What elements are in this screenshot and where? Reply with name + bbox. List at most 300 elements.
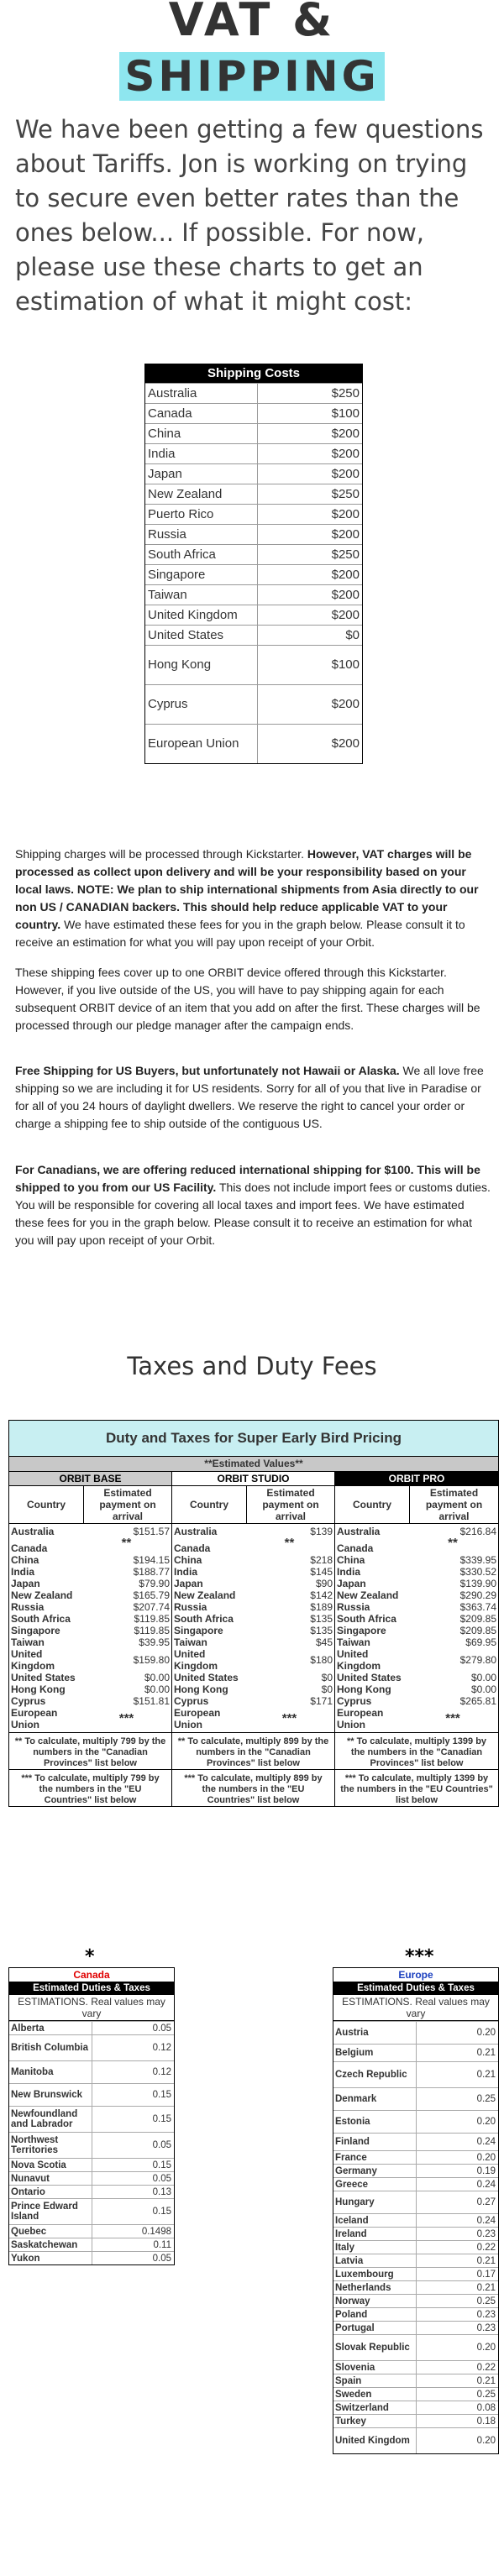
canada-region-name: Yukon (9, 2252, 92, 2264)
europe-region-name: Hungary (333, 2191, 417, 2213)
duty-row (172, 1578, 334, 1589)
europe-rate: 0.20 (476, 2117, 496, 2127)
duty-row (9, 1613, 171, 1625)
shipping-country: Cyprus (145, 685, 258, 724)
europe-rate: 0.20 (476, 2343, 496, 2353)
duty-row (9, 1537, 171, 1554)
europe-region-name: Latvia (333, 2254, 417, 2267)
canada-rate: 0.15 (152, 2114, 171, 2124)
duty-taxes-table (8, 1420, 499, 1807)
para4-text-bold: For Canadians, we are offering reduced international shipping for $100. This will be shipped to you from our US Facility. (15, 1163, 480, 1194)
duty-country: Russia (337, 1601, 370, 1613)
shipping-country: New Zealand (145, 484, 258, 504)
duty-country: New Zealand (337, 1589, 399, 1601)
duty-row (335, 1578, 498, 1589)
para4-text: This does not include import fees or customs duties. You will be responsible for covering all local taxes and import fees. We have estimated these fees for you in the graph below. Please consult it to receive an estimation for what you will pay upon receipt of your Orbit. (15, 1181, 491, 1247)
duty-row (172, 1601, 334, 1613)
canada-rate: 0.05 (152, 2023, 171, 2034)
duty-country: European Union (11, 1707, 58, 1730)
duty-country: Singapore (337, 1625, 386, 1636)
europe-region-name: Norway (333, 2295, 417, 2307)
duty-country: United States (174, 1672, 239, 1683)
canada-region-name: Alberta (9, 2022, 92, 2034)
shipping-country: Russia (145, 525, 258, 544)
duty-country: Japan (174, 1578, 203, 1589)
duty-row (172, 1625, 334, 1636)
europe-table-row (333, 2044, 498, 2061)
europe-rate: 0.21 (476, 2070, 496, 2080)
shipping-table-row (145, 625, 362, 645)
shipping-cost: $0 (345, 628, 360, 642)
duty-row (9, 1648, 171, 1672)
duty-value: $265.81 (459, 1695, 496, 1707)
canada-rate: 0.12 (152, 2043, 171, 2053)
shipping-cost: $200 (331, 527, 360, 542)
europe-table-row (333, 2227, 498, 2240)
duty-country: Singapore (11, 1625, 60, 1636)
duty-value: $0.00 (144, 1672, 170, 1683)
duty-country: New Zealand (11, 1589, 73, 1601)
canada-table-row (9, 2132, 174, 2158)
canada-rate: 0.05 (152, 2140, 171, 2150)
duty-row (335, 1625, 498, 1636)
shipping-table-row (145, 463, 362, 484)
duty-value: ** (284, 1536, 295, 1550)
product-column-studio (172, 1472, 335, 1806)
page-title-line1: VAT & (168, 0, 336, 46)
duty-value: $339.95 (459, 1554, 496, 1566)
shipping-table-row (145, 605, 362, 625)
duty-row (335, 1537, 498, 1554)
shipping-country: United Kingdom (145, 605, 258, 625)
duty-row (9, 1566, 171, 1578)
duty-country: European Union (174, 1707, 221, 1730)
duty-country: Japan (11, 1578, 40, 1589)
europe-rate: 0.25 (476, 2094, 496, 2104)
europe-region-name: Finland (333, 2134, 417, 2150)
duty-row (9, 1683, 171, 1695)
canada-star-marker: * (85, 1946, 95, 1967)
duty-value: $189 (310, 1601, 333, 1613)
duty-country: South Africa (337, 1613, 396, 1625)
europe-rate: 0.21 (476, 2255, 496, 2266)
duty-country: Cyprus (11, 1695, 46, 1707)
shipping-cost: $200 (331, 427, 360, 441)
duty-value: *** (445, 1711, 460, 1725)
country-column-header: Country (172, 1486, 247, 1523)
shipping-country: Australia (145, 384, 258, 403)
duty-country: China (174, 1554, 202, 1566)
europe-region-name: Czech Republic (333, 2062, 417, 2087)
canada-rate: 0.05 (152, 2173, 171, 2184)
europe-region-name: Luxembourg (333, 2268, 417, 2280)
duty-value: $363.74 (459, 1601, 496, 1613)
shipping-cost: $200 (331, 467, 360, 481)
duty-country: Australia (11, 1526, 55, 1537)
canada-region-name: Manitoba (9, 2061, 92, 2083)
europe-rate: 0.20 (476, 2436, 496, 2446)
canada-table-row (9, 2224, 174, 2238)
shipping-table-row (145, 524, 362, 544)
duty-value: $209.85 (459, 1613, 496, 1625)
shipping-cost: $200 (331, 507, 360, 521)
duty-row (335, 1695, 498, 1707)
duty-row (335, 1707, 498, 1730)
europe-rate: 0.19 (476, 2165, 496, 2176)
duty-row (335, 1566, 498, 1578)
duty-country: United Kingdom (11, 1648, 55, 1672)
europe-table-note: ESTIMATIONS. Real values may vary (333, 1995, 498, 2021)
duty-country: India (337, 1566, 361, 1578)
shipping-table-row (145, 724, 362, 763)
duty-value: ** (121, 1536, 132, 1550)
duty-row (172, 1554, 334, 1566)
payment-column-header: Estimated payment on arrival (99, 1487, 156, 1522)
europe-region-name: Austria (333, 2022, 417, 2044)
duty-country: United States (11, 1672, 76, 1683)
shipping-table-row (145, 403, 362, 423)
europe-region-name: Germany (333, 2165, 417, 2177)
europe-table-row (333, 2150, 498, 2164)
duty-row (172, 1648, 334, 1672)
duty-value: $142 (310, 1589, 333, 1601)
europe-rate: 0.24 (476, 2179, 496, 2190)
canada-rate: 0.15 (152, 2207, 171, 2217)
canada-rate: 0.15 (152, 2090, 171, 2100)
duty-row (335, 1589, 498, 1601)
europe-rate: 0.21 (476, 2048, 496, 2058)
payment-column-header: Estimated payment on arrival (425, 1487, 483, 1522)
shipping-cost: $100 (331, 406, 360, 421)
shipping-country: Canada (145, 404, 258, 423)
duty-value: $0 (321, 1683, 333, 1695)
canada-region-name: Northwest Territories (9, 2133, 92, 2158)
europe-region-name: Estonia (333, 2111, 417, 2133)
shipping-country: India (145, 444, 258, 463)
europe-rate: 0.22 (476, 2362, 496, 2373)
duty-value: $119.85 (134, 1625, 170, 1636)
para3-text-bold: Free Shipping for US Buyers, but unfortunately not Hawaii or Alaska. (15, 1064, 400, 1077)
canada-region-name: Nunavut (9, 2172, 92, 2185)
shipping-country: United States (145, 626, 258, 645)
europe-table-row (333, 2191, 498, 2213)
europe-table-row (333, 2213, 498, 2227)
europe-region-name: Sweden (333, 2388, 417, 2401)
europe-star-marker: *** (405, 1946, 434, 1967)
duty-value: $218 (310, 1554, 333, 1566)
canada-rate: 0.11 (153, 2239, 171, 2250)
shipping-table-row (145, 584, 362, 605)
duty-value: $139.90 (459, 1578, 496, 1589)
shipping-table-row (145, 564, 362, 584)
duty-value: $69.95 (465, 1636, 496, 1648)
duty-row (335, 1648, 498, 1672)
canada-region-name: Prince Edward Island (9, 2199, 92, 2224)
duty-row (9, 1695, 171, 1707)
shipping-cost: $200 (331, 697, 360, 711)
duty-country: India (174, 1566, 198, 1578)
europe-region-name: United Kingdom (333, 2428, 417, 2453)
duty-value: $194.15 (133, 1554, 170, 1566)
shipping-table-title: Shipping Costs (145, 364, 362, 383)
canada-region-name: Quebec (9, 2225, 92, 2238)
europe-table-row (333, 2110, 498, 2133)
duty-value: $135 (310, 1613, 333, 1625)
duty-value: $39.95 (139, 1636, 170, 1648)
duty-value: $290.29 (459, 1589, 496, 1601)
duty-row (335, 1636, 498, 1648)
payment-column-header: Estimated payment on arrival (262, 1487, 319, 1522)
europe-region-name: Iceland (333, 2214, 417, 2227)
shipping-table-row (145, 544, 362, 564)
canada-table-row (9, 2251, 174, 2264)
para1-text-a: Shipping charges will be processed through Kickstarter. (15, 847, 307, 861)
europe-table-row (333, 2321, 498, 2334)
duty-row (9, 1554, 171, 1566)
duty-country: European Union (337, 1707, 384, 1730)
duty-country: Russia (11, 1601, 45, 1613)
duty-row (335, 1554, 498, 1566)
canada-table-row (9, 2171, 174, 2185)
duty-country: Canada (11, 1542, 48, 1554)
europe-rate: 0.23 (476, 2309, 496, 2320)
duty-row (9, 1672, 171, 1683)
duty-country: United States (337, 1672, 402, 1683)
para1-text-c: We have estimated these fees for you in the graph below. Please consult it to receive an estimation for what you will pay upon receipt of your Orbit. (15, 918, 465, 949)
canada-table-row (9, 2060, 174, 2083)
duty-value: $0.00 (470, 1672, 496, 1683)
shipping-table-row (145, 423, 362, 443)
europe-table-header: Estimated Duties & Taxes (333, 1982, 498, 1995)
duty-country: China (11, 1554, 39, 1566)
calc-note-canada: ** To calculate, multiply 799 by the numbers in the "Canadian Provinces" list below (9, 1732, 171, 1769)
duty-row (335, 1526, 498, 1537)
canada-table-row (9, 2034, 174, 2060)
page-title-line2: SHIPPING (119, 52, 384, 101)
duty-country: Cyprus (174, 1695, 209, 1707)
duty-country: Russia (174, 1601, 207, 1613)
shipping-costs-table (144, 364, 363, 764)
duty-value: $45 (315, 1636, 333, 1648)
duty-row (335, 1683, 498, 1695)
duty-country: Taiwan (337, 1636, 370, 1648)
europe-region-name: Switzerland (333, 2401, 417, 2414)
canada-rate: 0.12 (152, 2067, 171, 2077)
shipping-cost: $100 (331, 657, 360, 672)
canada-table-row (9, 2083, 174, 2106)
canada-rate: 0.05 (152, 2253, 171, 2264)
europe-rate: 0.25 (476, 2296, 496, 2306)
canada-duties-table (8, 1967, 175, 2265)
shipping-country: Puerto Rico (145, 505, 258, 524)
calc-note-eu: *** To calculate, multiply 799 by the numbers in the "EU Countries" list below (9, 1769, 171, 1806)
duty-row (9, 1601, 171, 1613)
page-title-line2-wrap (0, 52, 504, 101)
duty-country: Canada (174, 1542, 211, 1554)
europe-table-row (333, 2374, 498, 2387)
duty-value: *** (281, 1711, 297, 1725)
europe-table-row (333, 2307, 498, 2321)
duty-country: Hong Kong (337, 1683, 391, 1695)
europe-rate: 0.24 (476, 2137, 496, 2147)
duty-value: $171 (310, 1695, 333, 1707)
duty-row (335, 1601, 498, 1613)
duty-value: $180 (310, 1654, 333, 1666)
product-column-pro (335, 1472, 498, 1806)
canada-region-name: Nova Scotia (9, 2159, 92, 2171)
canada-table-row (9, 2021, 174, 2034)
europe-region-name: Belgium (333, 2045, 417, 2061)
europe-table-row (333, 2360, 498, 2374)
shipping-fees-paragraph: These shipping fees cover up to one ORBIT device offered through this Kickstarter. However, if you live outside of the US, you will have to pay shipping again for each subsequent ORBIT device of an item that you add on after the first. These charges will be processed through our pledge manager after the campaign ends. (15, 966, 480, 1032)
canada-table-note: ESTIMATIONS. Real values may vary (9, 1995, 174, 2021)
duty-country: United Kingdom (174, 1648, 218, 1672)
duty-row (9, 1707, 171, 1730)
shipping-country: Singapore (145, 565, 258, 584)
estimated-values-label: **Estimated Values** (9, 1457, 498, 1472)
duty-row (172, 1613, 334, 1625)
taxes-duty-heading: Taxes and Duty Fees (127, 1352, 377, 1380)
duty-country: Hong Kong (11, 1683, 66, 1695)
europe-table-row (333, 2240, 498, 2254)
duty-row (9, 1625, 171, 1636)
shipping-table-row (145, 645, 362, 684)
canada-region-name: New Brunswick (9, 2084, 92, 2106)
europe-table-row (333, 2087, 498, 2110)
canada-rate: 0.13 (152, 2186, 171, 2197)
shipping-cost: $200 (331, 736, 360, 751)
shipping-table-row (145, 383, 362, 403)
duty-value: *** (118, 1711, 134, 1725)
europe-table-row (333, 2254, 498, 2267)
duty-country: Singapore (174, 1625, 223, 1636)
canada-table-title: Canada (73, 1969, 110, 1981)
europe-rate: 0.23 (476, 2228, 496, 2239)
duty-row (9, 1526, 171, 1537)
canada-table-row (9, 2198, 174, 2224)
europe-region-name: Slovenia (333, 2361, 417, 2374)
intro-text: We have been getting a few questions about Tariffs. Jon is working on trying to secure even better rates than the ones below... If possible. For now, please use these charts to get an estimation of what it might cost: (15, 115, 484, 316)
duty-row (172, 1589, 334, 1601)
duty-row (172, 1526, 334, 1537)
duty-value: $119.85 (134, 1613, 170, 1625)
shipping-table-row (145, 443, 362, 463)
duty-row (172, 1566, 334, 1578)
shipping-vat-paragraph (15, 846, 494, 951)
europe-rate: 0.24 (476, 2215, 496, 2226)
duty-country: India (11, 1566, 35, 1578)
duty-value: $216.84 (459, 1526, 496, 1537)
calc-note-canada: ** To calculate, multiply 899 by the numbers in the "Canadian Provinces" list below (172, 1732, 334, 1769)
duty-value: $188.77 (133, 1566, 170, 1578)
canada-table-row (9, 2106, 174, 2132)
canada-shipping-paragraph (15, 1161, 494, 1249)
europe-region-name: France (333, 2151, 417, 2164)
duty-country: United Kingdom (337, 1648, 381, 1672)
europe-region-name: Denmark (333, 2088, 417, 2110)
europe-rate: 0.17 (476, 2269, 496, 2280)
europe-table-row (333, 2061, 498, 2087)
europe-rate: 0.22 (476, 2242, 496, 2253)
shipping-table-row (145, 484, 362, 504)
duty-row (172, 1672, 334, 1683)
duty-row (172, 1636, 334, 1648)
canada-table-header: Estimated Duties & Taxes (9, 1982, 174, 1995)
europe-region-name: Slovak Republic (333, 2335, 417, 2360)
europe-region-name: Spain (333, 2374, 417, 2387)
europe-region-name: Ireland (333, 2228, 417, 2240)
product-name: ORBIT STUDIO (172, 1472, 334, 1486)
canada-rate: 0.1498 (141, 2226, 171, 2237)
duty-value: $207.74 (133, 1601, 170, 1613)
duty-value: $0.00 (470, 1683, 496, 1695)
canada-region-name: Saskatchewan (9, 2238, 92, 2251)
europe-rate: 0.27 (476, 2197, 496, 2207)
europe-table-row (333, 2280, 498, 2294)
europe-table-row (333, 2334, 498, 2360)
europe-rate: 0.25 (476, 2389, 496, 2400)
shipping-table-row (145, 504, 362, 524)
duty-value: $330.52 (459, 1566, 496, 1578)
calc-note-canada: ** To calculate, multiply 1399 by the numbers in the "Canadian Provinces" list below (335, 1732, 498, 1769)
duty-country: Australia (337, 1526, 381, 1537)
duty-country: South Africa (174, 1613, 234, 1625)
europe-table-row (333, 2414, 498, 2427)
duty-value: $135 (310, 1625, 333, 1636)
country-column-header: Country (9, 1486, 84, 1523)
shipping-cost: $200 (331, 608, 360, 622)
duty-value: $279.80 (459, 1654, 496, 1666)
duty-country: South Africa (11, 1613, 71, 1625)
duty-country: Hong Kong (174, 1683, 228, 1695)
shipping-cost: $200 (331, 447, 360, 461)
duty-value: $209.85 (459, 1625, 496, 1636)
shipping-cost: $250 (331, 547, 360, 562)
canada-table-row (9, 2158, 174, 2171)
europe-table-row (333, 2133, 498, 2150)
europe-region-name: Netherlands (333, 2281, 417, 2294)
europe-rate: 0.08 (476, 2402, 496, 2413)
europe-table-row (333, 2294, 498, 2307)
product-column-base (9, 1472, 172, 1806)
duty-value: $0 (321, 1672, 333, 1683)
duty-value: $159.80 (133, 1654, 170, 1666)
europe-rate: 0.21 (476, 2282, 496, 2293)
europe-rate: 0.21 (476, 2375, 496, 2386)
duty-country: Australia (174, 1526, 218, 1537)
europe-rate: 0.20 (476, 2152, 496, 2163)
duty-country: Japan (337, 1578, 366, 1589)
duty-country: New Zealand (174, 1589, 236, 1601)
canada-region-name: Ontario (9, 2186, 92, 2198)
canada-table-row (9, 2238, 174, 2251)
canada-table-row (9, 2185, 174, 2198)
duty-value: $90 (315, 1578, 333, 1589)
duty-value: $79.90 (139, 1578, 170, 1589)
duty-row (172, 1537, 334, 1554)
europe-table-row (333, 2427, 498, 2453)
europe-rate: 0.20 (476, 2028, 496, 2038)
duty-row (335, 1613, 498, 1625)
europe-table-row (333, 2164, 498, 2177)
product-name: ORBIT BASE (9, 1472, 171, 1486)
shipping-cost: $200 (331, 568, 360, 582)
calc-note-eu: *** To calculate, multiply 899 by the numbers in the "EU Countries" list below (172, 1769, 334, 1806)
para1-text-bold: However, VAT charges will be processed as collect upon delivery and will be your responsibility based on your local laws. NOTE: We plan to ship international shipments from Asia directly to our non US / CANADIAN backers. This should help reduce applicable VAT to your country. (15, 847, 479, 931)
europe-region-name: Greece (333, 2178, 417, 2191)
europe-table-row (333, 2401, 498, 2414)
duty-country: Taiwan (174, 1636, 207, 1648)
